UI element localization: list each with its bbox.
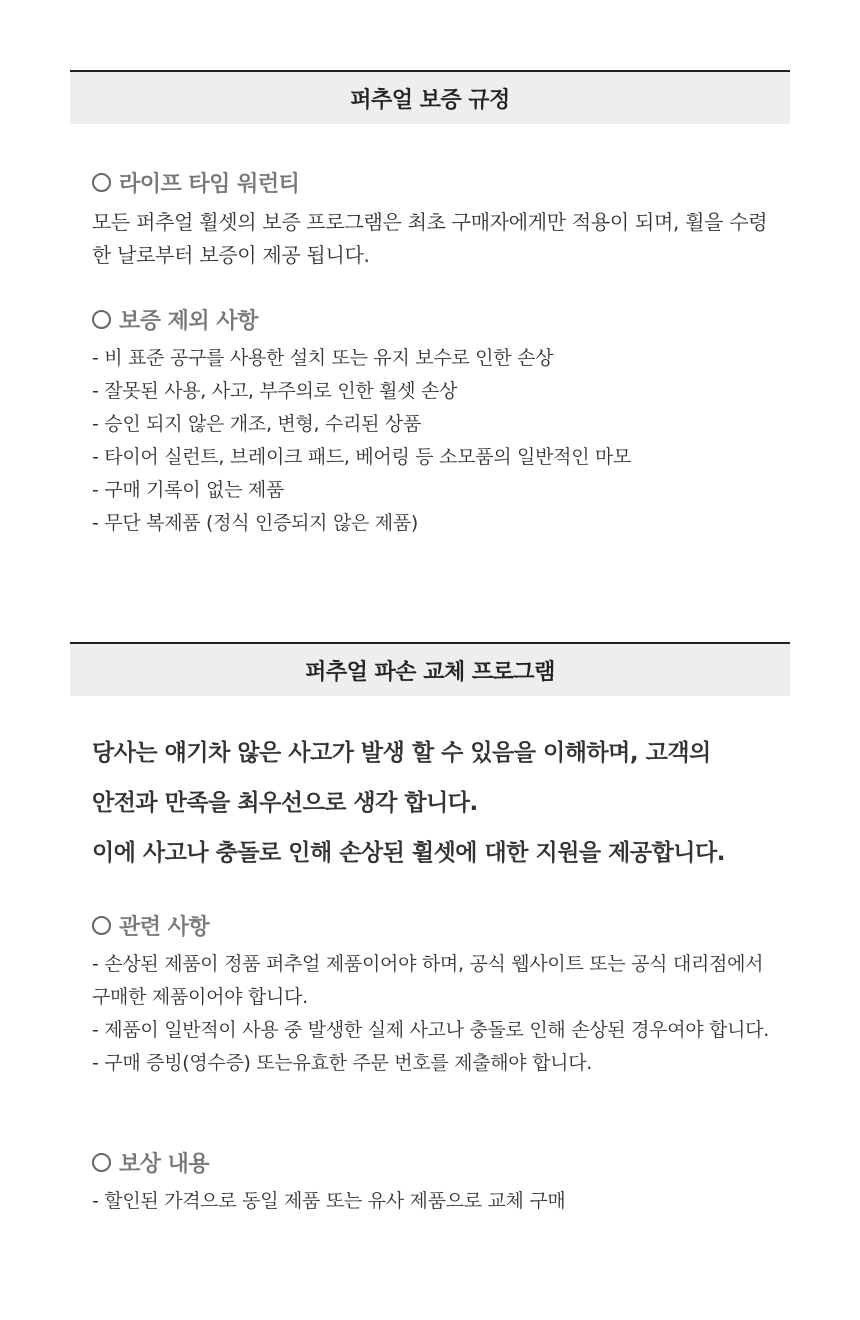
lifetime-warranty-heading: [92, 167, 299, 198]
list-item: - 손상된 제품이 정품 퍼추얼 제품이어야 하며, 공식 웹사이트 또는 공식 대리점에서 구매한 제품이어야 합니다.: [92, 953, 764, 1008]
list-item: - 할인된 가격으로 동일 제품 또는 유사 제품으로 교체 구매: [92, 1190, 566, 1212]
list-item: - 구매 기록이 없는 제품: [92, 479, 285, 501]
list-item: - 무단 복제품 (정식 인증되지 않은 제품): [92, 512, 419, 534]
replacement-intro: [92, 728, 792, 878]
exclusions-heading: [92, 304, 258, 335]
compensation-list: [92, 1185, 772, 1218]
list-item: - 타이어 실런트, 브레이크 패드, 베어링 등 소모품의 일반적인 마모: [92, 446, 632, 468]
exclusions-list: [92, 342, 772, 540]
circle-bullet-icon: [92, 173, 111, 192]
compensation-heading: [92, 1147, 209, 1178]
list-item: - 구매 증빙(영수증) 또는유효한 주문 번호를 제출해야 합니다.: [92, 1052, 592, 1074]
warranty-section-header: [70, 70, 790, 124]
circle-bullet-icon: [92, 916, 111, 935]
replacement-section-header: [70, 642, 790, 696]
list-item: - 제품이 일반적이 사용 중 발생한 실제 사고나 충돌로 인해 손상된 경우여야 합니다.: [92, 1019, 769, 1041]
lifetime-warranty-heading-text: 라이프 타임 워런티: [119, 172, 300, 197]
replacement-section-title: 퍼추얼 파손 교체 프로그램: [305, 659, 555, 685]
exclusions-heading-text: 보증 제외 사항: [119, 309, 258, 334]
warranty-section-title: 퍼추얼 보증 규정: [350, 87, 510, 113]
lifetime-warranty-text: 모든 퍼추얼 휠셋의 보증 프로그램은 최초 구매자에게만 적용이 되며, 휠을 수령한 날로부터 보증이 제공 됩니다.: [92, 210, 768, 267]
list-item: - 승인 되지 않은 개조, 변형, 수리된 상품: [92, 413, 422, 435]
list-item: - 비 표준 공구를 사용한 설치 또는 유지 보수로 인한 손상: [92, 347, 554, 369]
circle-bullet-icon: [92, 310, 111, 329]
circle-bullet-icon: [92, 1153, 111, 1172]
intro-line: 안전과 만족을 최우선으로 생각 합니다.: [92, 790, 478, 816]
related-heading: [92, 910, 209, 941]
compensation-heading-text: 보상 내용: [119, 1152, 210, 1177]
related-list: [92, 948, 772, 1080]
intro-line: 이에 사고나 충돌로 인해 손상된 휠셋에 대한 지원을 제공합니다.: [92, 840, 725, 866]
list-item: - 잘못된 사용, 사고, 부주의로 인한 휠셋 손상: [92, 380, 458, 402]
related-heading-text: 관련 사항: [119, 915, 210, 940]
intro-line: 당사는 얘기차 않은 사고가 발생 할 수 있음을 이해하며, 고객의: [92, 740, 711, 766]
